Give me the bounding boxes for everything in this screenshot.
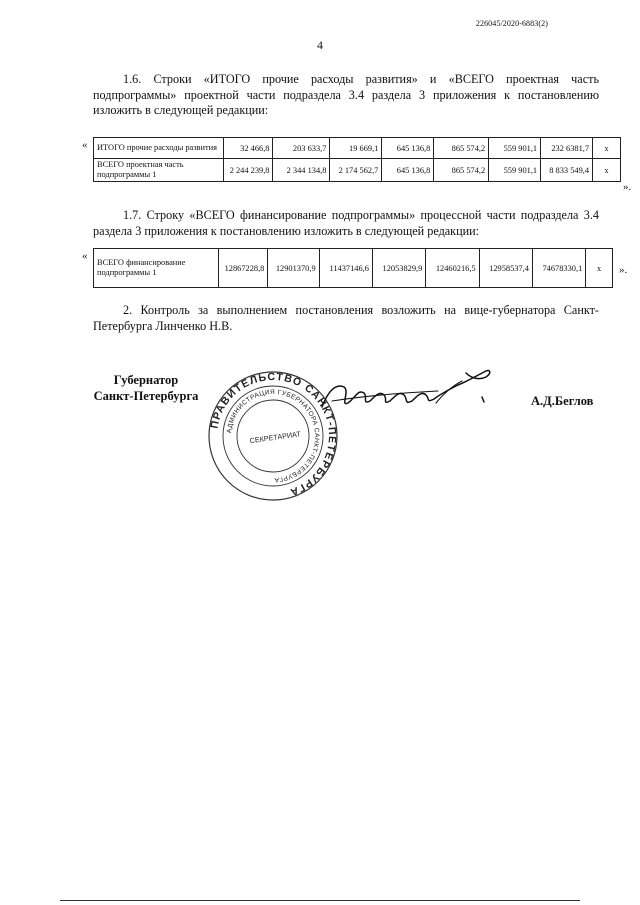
table-1-6	[93, 137, 621, 182]
paragraph-1-7-text: 1.7. Строку «ВСЕГО финансирование подпрограммы» процессной части подраздела 3.4 раздела 3 приложения к постановлению изложить в следующей редакции:	[93, 208, 599, 238]
paragraph-2	[93, 303, 599, 334]
table-cell: 2 174 562,7	[330, 159, 382, 182]
table-cell: 645 136,8	[382, 138, 434, 159]
stamp-outer-text: ПРАВИТЕЛЬСТВО САНКТ-ПЕТЕРБУРГА	[208, 370, 339, 499]
open-quote-1-7: «	[82, 250, 88, 262]
open-quote-1-6: «	[82, 139, 88, 151]
paragraph-1-6-text: 1.6. Строки «ИТОГО прочие расходы развития» и «ВСЕГО проектная часть подпрограммы» проектной части подраздела 3.4 раздела 3 приложения к постановлению изложить в следующей редакции:	[93, 72, 599, 117]
page-bottom-divider	[60, 900, 580, 901]
table-row	[94, 159, 621, 182]
table-cell: 12053829,9	[372, 249, 425, 288]
table-cell: x	[593, 159, 621, 182]
stamp-inner-text: АДМИНИСТРАЦИЯ ГУБЕРНАТОРА САНКТ-ПЕТЕРБУРГА	[226, 388, 321, 484]
table-cell: 203 633,7	[273, 138, 330, 159]
table-cell: x	[593, 138, 621, 159]
paragraph-1-6	[93, 72, 599, 119]
paragraph-1-7	[93, 208, 599, 239]
table-cell: 12867228,8	[219, 249, 268, 288]
table-cell: x	[586, 249, 613, 288]
table-cell: 559 901,1	[489, 138, 541, 159]
table-cell: 12958537,4	[479, 249, 532, 288]
table-row	[94, 138, 621, 159]
signer-position-line-2: Санкт-Петербурга	[93, 389, 199, 403]
table-cell: 74678330,1	[532, 249, 585, 288]
table-cell: 32 466,8	[223, 138, 273, 159]
close-quote-1-6: ».	[623, 181, 632, 193]
table-cell: 865 574,2	[434, 138, 489, 159]
paragraph-2-text: 2. Контроль за выполнением постановления возложить на вице-губернатора Санкт-Петербурга Линченко Н.В.	[93, 303, 599, 333]
table-cell: 8 833 549,4	[541, 159, 593, 182]
signer-name: А.Д.Беглов	[531, 394, 594, 408]
table-cell: 2 244 239,8	[223, 159, 273, 182]
page-number: 4	[317, 38, 323, 52]
table-row	[94, 249, 613, 288]
table-cell: 11437146,6	[319, 249, 372, 288]
row-label: ВСЕГО проектная часть подпрограммы 1	[94, 159, 224, 182]
stamp-center-text: СЕКРЕТАРИАТ	[249, 429, 302, 446]
signer-position	[88, 372, 204, 404]
row-label: ВСЕГО финансирование подпрограммы 1	[94, 249, 219, 288]
table-cell: 232 6381,7	[541, 138, 593, 159]
table-1-7	[93, 248, 613, 288]
signer-position-line-1: Губернатор	[113, 373, 179, 387]
document-number: 226045/2020-6883(2)	[475, 19, 548, 28]
row-label: ИТОГО прочие расходы развития	[94, 138, 224, 159]
table-cell: 19 669,1	[330, 138, 382, 159]
table-cell: 645 136,8	[382, 159, 434, 182]
handwritten-signature	[318, 363, 493, 423]
table-cell: 12901370,9	[268, 249, 319, 288]
table-cell: 865 574,2	[434, 159, 489, 182]
table-cell: 2 344 134,8	[273, 159, 330, 182]
table-cell: 559 901,1	[489, 159, 541, 182]
close-quote-1-7: ».	[619, 264, 628, 276]
table-cell: 12460216,5	[426, 249, 479, 288]
